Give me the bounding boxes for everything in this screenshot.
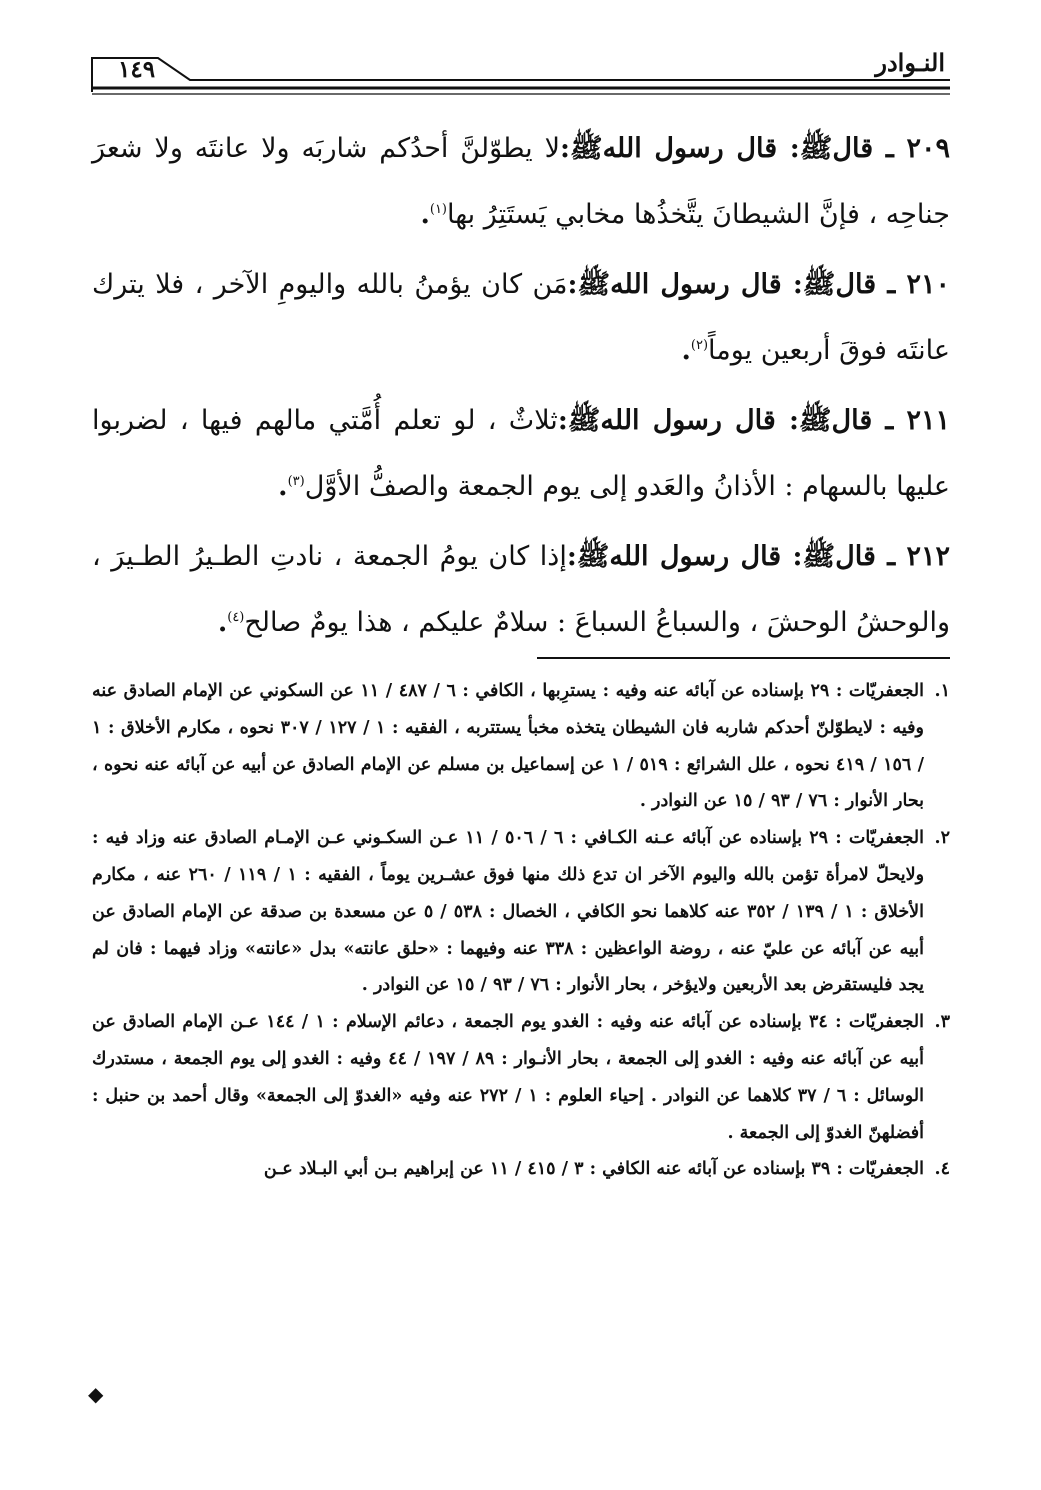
- footnote-text: الجعفريّات : ٢٩ بإسناده عن آبائه عـنه الكـافي : ٦ / ٥٠٦ / ١١ عـن السكـوني عـن الإمـام الصادق عنه وزاد فيه : ولايحلّ لامرأة تؤمن بالله واليوم الآخر ان تدع ذلك منها فوق عشـرين يوماً ، الفقيه : ١ / ١١٩ / ٢٦٠ عنه ، مكارم الأخلاق : ١ / ١٣٩ / ٣٥٢ عنه كلاهما نحو الكافي ، الخصال : ٥٣٨ / ٥ عن مسعدة بن صدقة عن الإمام الصادق عن أبيه عن آبائه عن عليّ عنه ، روضة الواعظين : ٣٣٨ عنه وفيهما : «حلق عانته» بدل «عانته» وزاد فيهما : فان لم يجد فليستقرض بعد الأربعين ولايؤخر ، بحار الأنوار : ٧٦ / ٩٣ / ١٥ عن النوادر .: [92, 828, 925, 996]
- hadith-212: ٢١٢ ـ قالﷺ: قال رسول اللهﷺ:إذا كان يومُ الجمعة ، نادتِ الطـيرُ الطـيرَ ، والوحشُ الوحشَ ، والسباعُ السباعَ : سلامٌ عليكم ، هذا يومٌ صالح$^{(٤)}$.: [92, 541, 950, 638]
- footnote-list: [92, 673, 950, 1188]
- hadith-body: ثلاثٌ ، لو تعلم أُمَّتي مالهم فيها ، لضربوا عليها بالسهام : الأذانُ والعَدو إلى يوم الجمعة والصفُّ الأوَّل: [92, 405, 950, 502]
- hadith-body: إذا كان يومُ الجمعة ، نادتِ الطـيرُ الطـيرَ ، والوحشُ الوحشَ ، والسباعُ السباعَ : سلامٌ عليكم ، هذا يومٌ صالح: [92, 541, 950, 638]
- hadith-209: ٢٠٩ ـ قالﷺ: قال رسول اللهﷺ:لا يطوّلنَّ أحدُكم شاربَه ولا عانتَه ولا شعرَ جناحِه ، فإنَّ الشيطانَ يتَّخذُها مخابي يَستَتِرُ بها$^{(١)}$.: [92, 133, 951, 230]
- footnote-ref[interactable]: (٤): [227, 610, 245, 625]
- running-title: النـوادر: [875, 48, 945, 77]
- hadith-body: لا يطوّلنَّ أحدُكم شاربَه ولا عانتَه ولا شعرَ جناحِه ، فإنَّ الشيطانَ يتَّخذُها مخابي يَستَتِرُ بها: [92, 133, 950, 230]
- footnote-3: [92, 1004, 950, 1151]
- footnote-2: [92, 820, 950, 1004]
- footnote-number: ١.: [934, 681, 950, 701]
- footnote-text: الجعفريّات : ٣٩ بإسناده عن آبائه عنه الكافي : ٣ / ٤١٥ / ١١ عن إبراهيم بـن أبي البـلاد عـن: [263, 1159, 924, 1180]
- hadith-211: ٢١١ ـ قالﷺ: قال رسول اللهﷺ:ثلاثٌ ، لو تعلم أُمَّتي مالهم فيها ، لضربوا عليها بالسهام : الأذانُ والعَدو إلى يوم الجمعة والصفُّ الأوَّل$^{(٣)}$.: [92, 405, 950, 502]
- footnote-ref[interactable]: (٢): [690, 338, 709, 353]
- hadith-intro: قالﷺ: قال رسول اللهﷺ:: [567, 269, 877, 300]
- hadith-number: ٢١٢ ـ: [887, 541, 950, 572]
- hadith-list: [92, 118, 950, 662]
- footnote-separator: [537, 657, 950, 659]
- footnote-number: ٢.: [934, 828, 950, 849]
- hadith-number: ٢١٠ ـ: [887, 269, 951, 300]
- continuation-mark: ◆: [88, 1382, 104, 1406]
- footnote-text: الجعفريّات : ٣٤ بإسناده عن آبائه عنه وفيه : الغدو يوم الجمعة ، دعائم الإسلام : ١ / ١٤٤ عـن الإمام الصادق عن أبيه عن آبائه عنه وفيه : الغدو إلى الجمعة ، بحار الأنـوار : ٨٩ / ١٩٧ / ٤٤ وفيه : الغدو إلى يوم الجمعة ، مستدرك الوسائل : ٦ / ٣٧ كلاهما عن النوادر . إحياء العلوم : ١ / ٢٧٢ عنه وفيه «الغدوّ إلى الجمعة» وقال أحمد بن حنبل : أفضلهنّ الغدوّ إلى الجمعة .: [92, 1012, 925, 1143]
- hadith-body: مَن كان يؤمنُ بالله واليومِ الآخر ، فلا يترك عانتَه فوقَ أربعين يوماً: [92, 269, 950, 366]
- page-number: ١٤٩: [118, 56, 156, 83]
- footnote-text: الجعفريّات : ٢٩ بإسناده عن آبائه عنه وفيه : يسترِبها ، الكافي : ٦ / ٤٨٧ / ١١ عن السكوني عن الإمام الصادق عنه وفيه : لايطوّلنّ أحدكم شاربه فان الشيطان يتخذه مخبأ يستتربه ، الفقيه : ١ / ١٢٧ / ٣٠٧ نحوه ، مكارم الأخلاق : ١ / ١٥٦ / ٤١٩ نحوه ، علل الشرائع : ٥١٩ / ١ عن إسماعيل بن مسلم عن الإمام الصادق عن أبيه عن آبائه عنه نحوه ، بحار الأنوار : ٧٦ / ٩٣ / ١٥ عن النوادر .: [92, 681, 925, 812]
- footnote-4: [92, 1151, 950, 1188]
- hadith-number: ٢٠٩ ـ: [885, 133, 951, 164]
- footnote-ref[interactable]: (٣): [287, 474, 305, 489]
- footnote-ref[interactable]: (١): [429, 202, 447, 217]
- hadith-210: ٢١٠ ـ قالﷺ: قال رسول اللهﷺ:مَن كان يؤمنُ بالله واليومِ الآخر ، فلا يترك عانتَه فوقَ أربعين يوماً$^{(٢)}$.: [92, 269, 951, 366]
- footnote-number: ٣.: [934, 1012, 950, 1033]
- hadith-intro: قالﷺ: قال رسول اللهﷺ:: [559, 133, 874, 164]
- hadith-number: ٢١١ ـ: [885, 405, 950, 436]
- hadith-intro: قالﷺ: قال رسول اللهﷺ:: [566, 541, 876, 572]
- footnote-1: [92, 673, 950, 820]
- footnote-number: ٤.: [934, 1159, 950, 1180]
- hadith-intro: قالﷺ: قال رسول اللهﷺ:: [557, 405, 873, 436]
